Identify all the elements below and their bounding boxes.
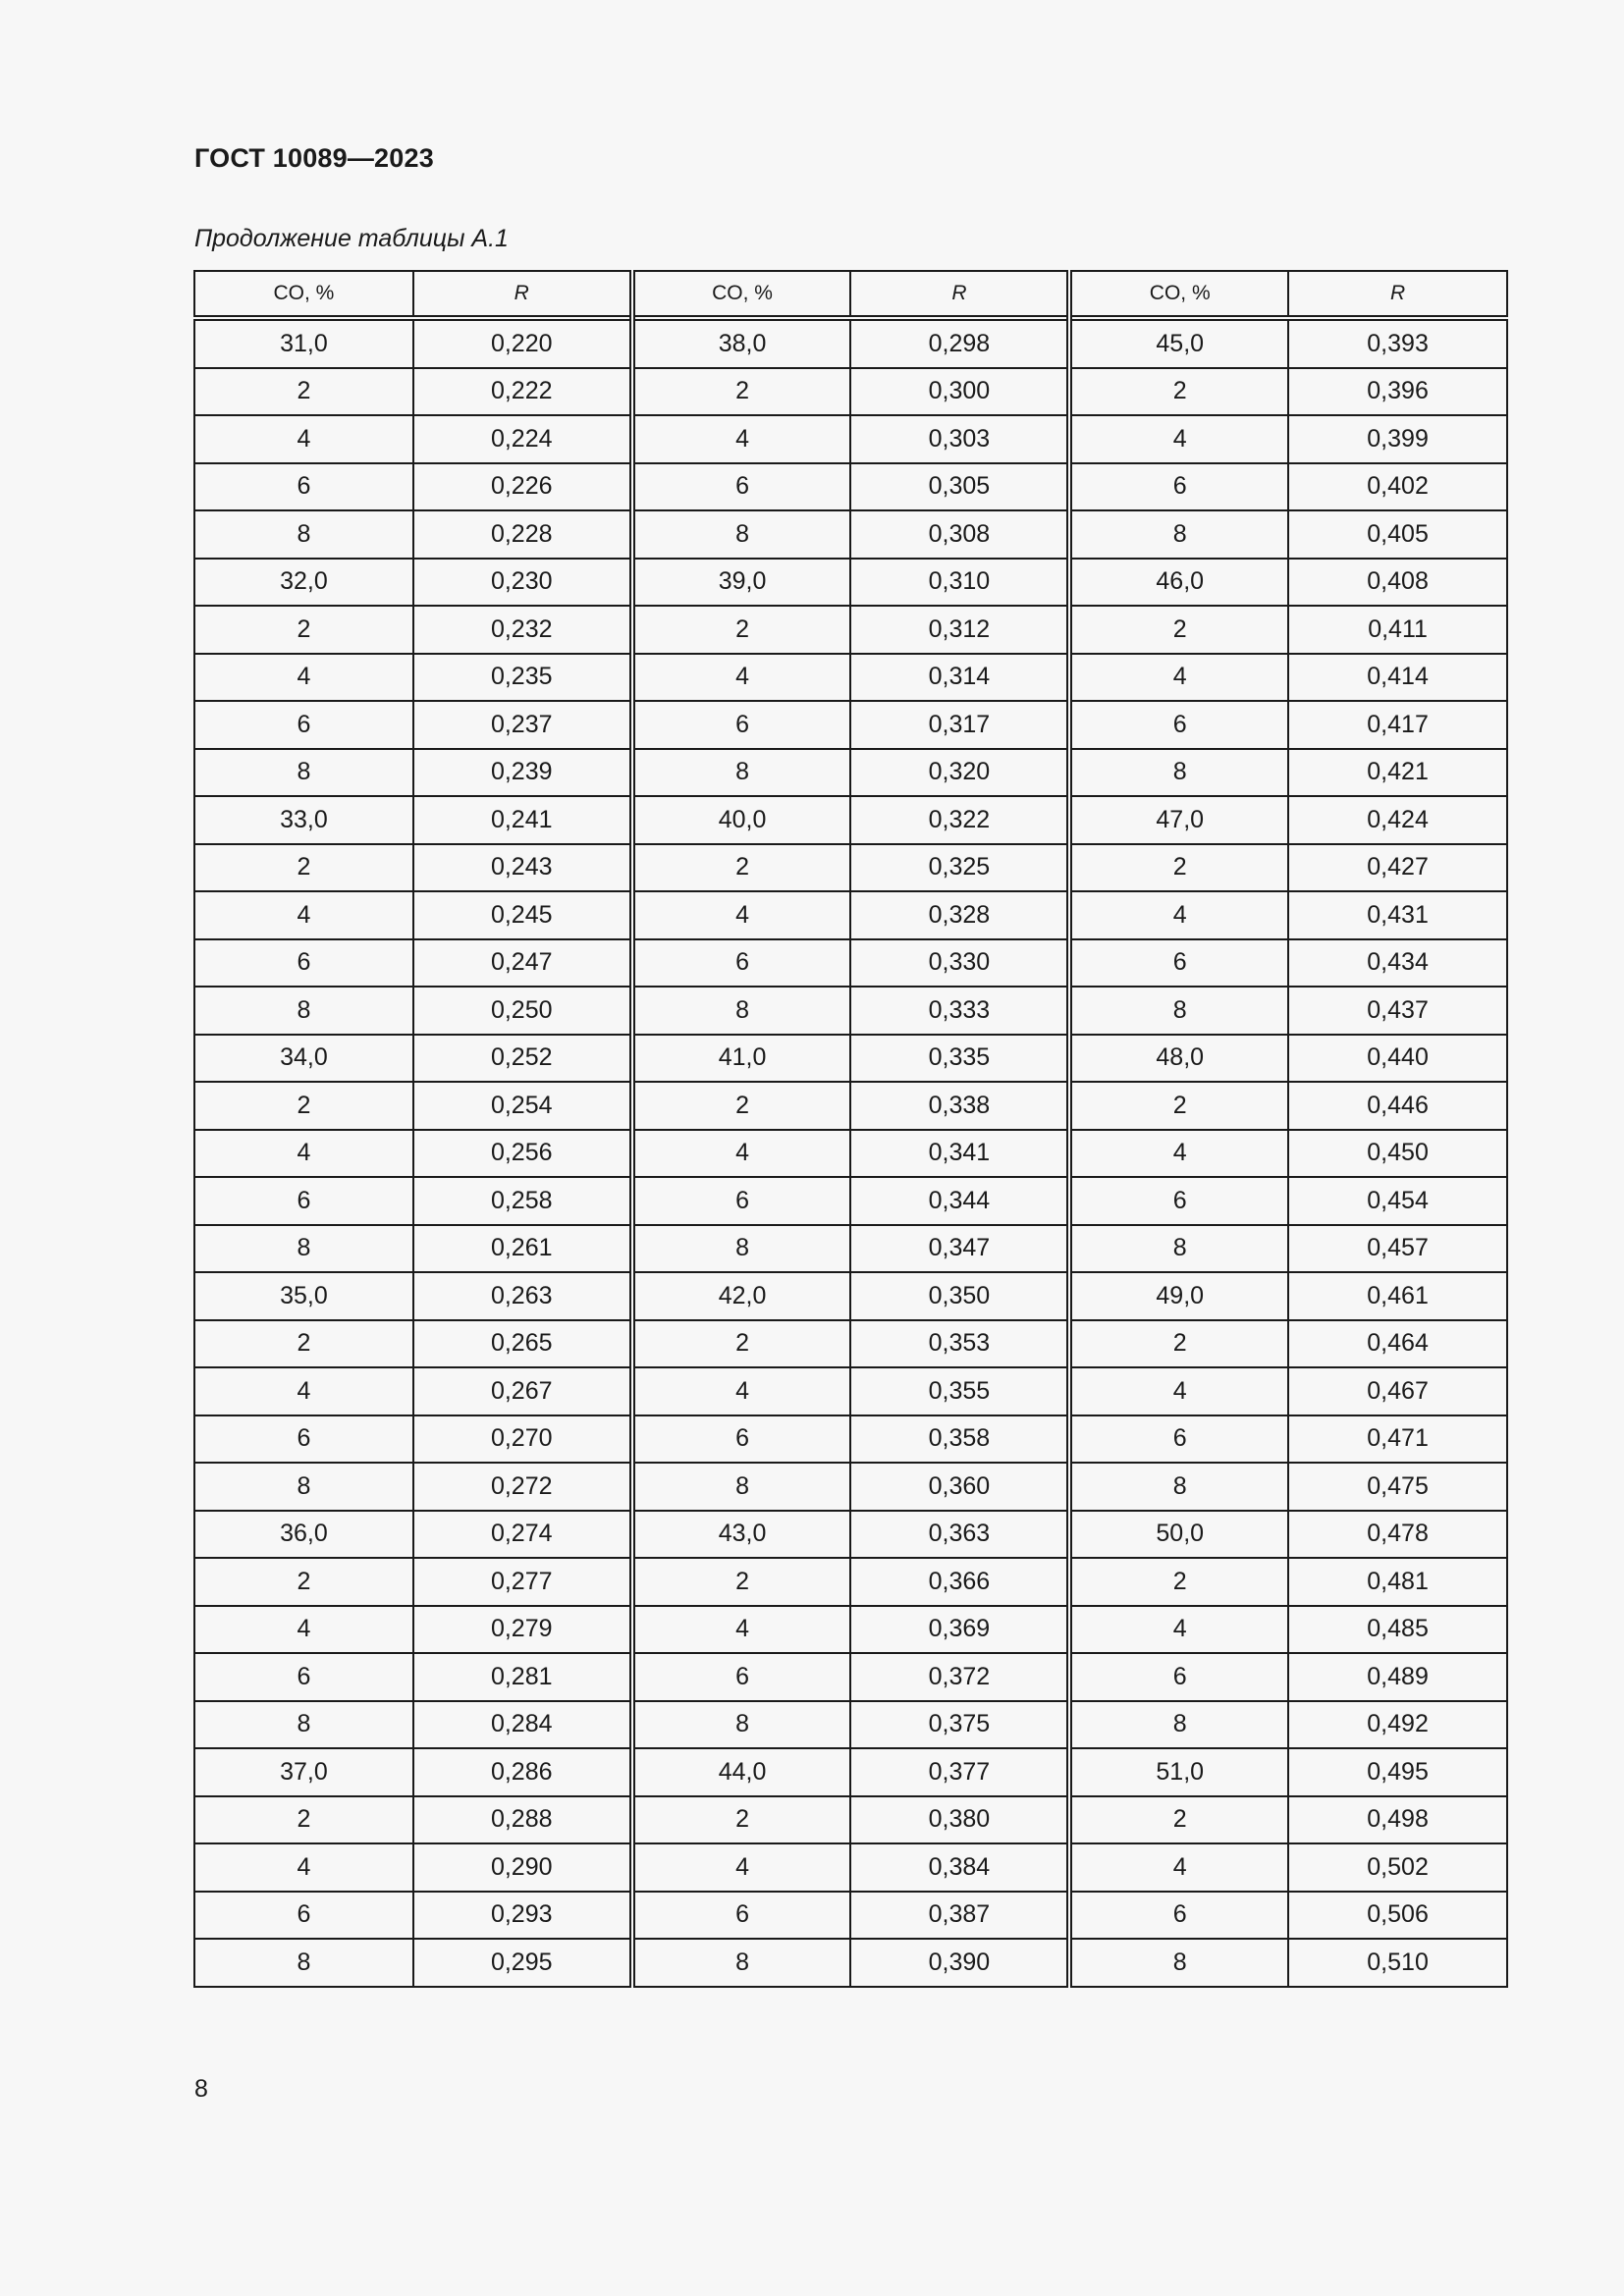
cell-co: 8 [1069,987,1288,1035]
table-header [194,271,1507,318]
cell-co: 6 [194,939,413,988]
cell-co: 6 [194,1892,413,1940]
cell-co: 8 [632,1463,851,1511]
cell-r: 0,235 [413,654,632,702]
cell-r: 0,250 [413,987,632,1035]
cell-co: 2 [1069,1796,1288,1844]
cell-co: 2 [1069,606,1288,654]
cell-r: 0,372 [850,1653,1069,1701]
cell-co: 8 [194,749,413,797]
cell-r: 0,303 [850,415,1069,463]
cell-r: 0,263 [413,1272,632,1320]
table-row [194,796,1507,844]
table-row [194,1463,1507,1511]
cell-r: 0,320 [850,749,1069,797]
table-row [194,606,1507,654]
cell-co: 2 [194,1320,413,1368]
cell-r: 0,369 [850,1606,1069,1654]
cell-r: 0,431 [1288,891,1507,939]
cell-co: 4 [632,1367,851,1415]
cell-co: 39,0 [632,559,851,607]
cell-co: 8 [194,1463,413,1511]
cell-r: 0,380 [850,1796,1069,1844]
cell-co: 8 [632,1225,851,1273]
header-co-1: CO, % [194,271,413,318]
cell-r: 0,405 [1288,510,1507,559]
cell-r: 0,390 [850,1939,1069,1987]
document-header: ГОСТ 10089—2023 [194,143,434,173]
cell-co: 4 [632,891,851,939]
table-row [194,510,1507,559]
cell-r: 0,495 [1288,1748,1507,1796]
cell-r: 0,270 [413,1415,632,1464]
table-row [194,1225,1507,1273]
cell-co: 2 [194,606,413,654]
cell-co: 4 [1069,1843,1288,1892]
cell-co: 33,0 [194,796,413,844]
cell-co: 8 [194,510,413,559]
table-row [194,987,1507,1035]
cell-r: 0,254 [413,1082,632,1130]
cell-co: 2 [632,606,851,654]
cell-r: 0,330 [850,939,1069,988]
table-body [194,318,1507,1987]
cell-r: 0,492 [1288,1701,1507,1749]
cell-r: 0,358 [850,1415,1069,1464]
cell-r: 0,446 [1288,1082,1507,1130]
table-row [194,1558,1507,1606]
cell-r: 0,232 [413,606,632,654]
table-row [194,1177,1507,1225]
cell-r: 0,344 [850,1177,1069,1225]
cell-co: 8 [632,1939,851,1987]
cell-co: 4 [632,415,851,463]
cell-co: 8 [194,987,413,1035]
cell-co: 43,0 [632,1511,851,1559]
cell-co: 44,0 [632,1748,851,1796]
cell-co: 6 [1069,463,1288,511]
cell-r: 0,399 [1288,415,1507,463]
header-co-3: CO, % [1069,271,1288,318]
cell-r: 0,286 [413,1748,632,1796]
cell-co: 2 [632,368,851,416]
table-row [194,939,1507,988]
cell-co: 35,0 [194,1272,413,1320]
cell-r: 0,243 [413,844,632,892]
cell-r: 0,481 [1288,1558,1507,1606]
cell-r: 0,277 [413,1558,632,1606]
table-row [194,1843,1507,1892]
cell-co: 2 [632,1082,851,1130]
table-row [194,844,1507,892]
cell-co: 41,0 [632,1035,851,1083]
cell-co: 2 [632,844,851,892]
cell-co: 6 [194,1415,413,1464]
cell-r: 0,284 [413,1701,632,1749]
cell-r: 0,220 [413,318,632,368]
cell-r: 0,402 [1288,463,1507,511]
cell-co: 6 [1069,1653,1288,1701]
cell-r: 0,510 [1288,1939,1507,1987]
cell-co: 4 [632,1130,851,1178]
cell-co: 4 [194,891,413,939]
cell-co: 2 [194,1558,413,1606]
cell-co: 4 [1069,415,1288,463]
cell-r: 0,239 [413,749,632,797]
cell-r: 0,325 [850,844,1069,892]
cell-r: 0,467 [1288,1367,1507,1415]
cell-r: 0,314 [850,654,1069,702]
cell-co: 8 [194,1701,413,1749]
cell-co: 8 [1069,1939,1288,1987]
table-row [194,1939,1507,1987]
cell-co: 48,0 [1069,1035,1288,1083]
cell-co: 6 [1069,939,1288,988]
cell-r: 0,335 [850,1035,1069,1083]
cell-r: 0,237 [413,701,632,749]
table-row [194,701,1507,749]
cell-r: 0,347 [850,1225,1069,1273]
cell-r: 0,252 [413,1035,632,1083]
cell-r: 0,506 [1288,1892,1507,1940]
table-row [194,1701,1507,1749]
cell-r: 0,421 [1288,749,1507,797]
cell-co: 2 [194,1796,413,1844]
cell-r: 0,258 [413,1177,632,1225]
table-row [194,1130,1507,1178]
cell-co: 4 [1069,654,1288,702]
cell-r: 0,377 [850,1748,1069,1796]
cell-co: 4 [1069,1367,1288,1415]
cell-r: 0,322 [850,796,1069,844]
cell-r: 0,363 [850,1511,1069,1559]
cell-co: 42,0 [632,1272,851,1320]
cell-r: 0,434 [1288,939,1507,988]
cell-co: 31,0 [194,318,413,368]
cell-r: 0,464 [1288,1320,1507,1368]
cell-co: 6 [194,701,413,749]
cell-r: 0,408 [1288,559,1507,607]
cell-r: 0,265 [413,1320,632,1368]
cell-co: 6 [194,1177,413,1225]
cell-co: 32,0 [194,559,413,607]
cell-r: 0,396 [1288,368,1507,416]
cell-r: 0,241 [413,796,632,844]
cell-co: 4 [1069,1130,1288,1178]
cell-r: 0,393 [1288,318,1507,368]
cell-co: 6 [1069,1415,1288,1464]
table-row [194,1035,1507,1083]
cell-r: 0,485 [1288,1606,1507,1654]
cell-r: 0,293 [413,1892,632,1940]
cell-r: 0,272 [413,1463,632,1511]
cell-r: 0,228 [413,510,632,559]
table-row [194,1606,1507,1654]
table-row [194,318,1507,368]
cell-co: 40,0 [632,796,851,844]
cell-r: 0,350 [850,1272,1069,1320]
cell-r: 0,360 [850,1463,1069,1511]
cell-r: 0,230 [413,559,632,607]
cell-r: 0,457 [1288,1225,1507,1273]
cell-r: 0,300 [850,368,1069,416]
cell-co: 2 [1069,844,1288,892]
cell-co: 2 [1069,1320,1288,1368]
cell-co: 6 [632,463,851,511]
cell-co: 4 [194,1130,413,1178]
cell-co: 50,0 [1069,1511,1288,1559]
cell-co: 47,0 [1069,796,1288,844]
cell-co: 6 [632,1892,851,1940]
cell-co: 2 [194,844,413,892]
cell-r: 0,245 [413,891,632,939]
cell-r: 0,440 [1288,1035,1507,1083]
cell-co: 49,0 [1069,1272,1288,1320]
table-row [194,463,1507,511]
cell-co: 4 [194,654,413,702]
cell-co: 8 [194,1939,413,1987]
cell-co: 4 [632,654,851,702]
cell-co: 2 [632,1796,851,1844]
cell-co: 8 [632,1701,851,1749]
cell-r: 0,333 [850,987,1069,1035]
cell-r: 0,256 [413,1130,632,1178]
cell-r: 0,288 [413,1796,632,1844]
table-caption: Продолжение таблицы А.1 [194,225,509,252]
cell-r: 0,247 [413,939,632,988]
cell-co: 6 [1069,701,1288,749]
cell-co: 4 [1069,891,1288,939]
cell-r: 0,261 [413,1225,632,1273]
cell-r: 0,461 [1288,1272,1507,1320]
cell-co: 6 [1069,1892,1288,1940]
table-row [194,1511,1507,1559]
cell-co: 8 [1069,1463,1288,1511]
cell-co: 2 [1069,1558,1288,1606]
cell-r: 0,411 [1288,606,1507,654]
cell-co: 2 [194,1082,413,1130]
cell-co: 2 [1069,1082,1288,1130]
cell-r: 0,366 [850,1558,1069,1606]
header-r-3: R [1288,271,1507,318]
cell-co: 4 [194,1843,413,1892]
table-row [194,415,1507,463]
cell-co: 6 [632,1177,851,1225]
table-row [194,368,1507,416]
cell-r: 0,489 [1288,1653,1507,1701]
cell-r: 0,478 [1288,1511,1507,1559]
cell-r: 0,424 [1288,796,1507,844]
cell-co: 34,0 [194,1035,413,1083]
cell-r: 0,384 [850,1843,1069,1892]
cell-co: 6 [632,1415,851,1464]
cell-co: 45,0 [1069,318,1288,368]
cell-r: 0,417 [1288,701,1507,749]
cell-r: 0,222 [413,368,632,416]
cell-r: 0,317 [850,701,1069,749]
cell-r: 0,328 [850,891,1069,939]
table-row [194,891,1507,939]
cell-co: 6 [1069,1177,1288,1225]
cell-r: 0,353 [850,1320,1069,1368]
cell-co: 37,0 [194,1748,413,1796]
cell-co: 8 [194,1225,413,1273]
cell-co: 4 [632,1606,851,1654]
cell-co: 2 [1069,368,1288,416]
cell-co: 2 [632,1320,851,1368]
cell-co: 51,0 [1069,1748,1288,1796]
table-row [194,1415,1507,1464]
cell-co: 4 [194,1367,413,1415]
header-row [194,271,1507,318]
cell-co: 4 [632,1843,851,1892]
cell-r: 0,437 [1288,987,1507,1035]
cell-co: 38,0 [632,318,851,368]
table-row [194,1320,1507,1368]
cell-co: 6 [194,1653,413,1701]
cell-r: 0,450 [1288,1130,1507,1178]
cell-co: 2 [632,1558,851,1606]
cell-co: 8 [1069,1701,1288,1749]
header-r-2: R [850,271,1069,318]
cell-r: 0,312 [850,606,1069,654]
cell-r: 0,274 [413,1511,632,1559]
cell-r: 0,226 [413,463,632,511]
cell-r: 0,224 [413,415,632,463]
table-row [194,1653,1507,1701]
data-table [193,270,1508,1988]
cell-r: 0,454 [1288,1177,1507,1225]
cell-r: 0,308 [850,510,1069,559]
cell-co: 46,0 [1069,559,1288,607]
cell-co: 8 [632,749,851,797]
cell-co: 2 [194,368,413,416]
cell-co: 6 [632,1653,851,1701]
table-row [194,559,1507,607]
cell-r: 0,375 [850,1701,1069,1749]
cell-r: 0,305 [850,463,1069,511]
cell-r: 0,427 [1288,844,1507,892]
cell-co: 4 [194,415,413,463]
table-row [194,1796,1507,1844]
header-co-2: CO, % [632,271,851,318]
cell-r: 0,267 [413,1367,632,1415]
header-r-1: R [413,271,632,318]
table-row [194,1272,1507,1320]
cell-r: 0,295 [413,1939,632,1987]
page-number: 8 [194,2075,208,2103]
table-row [194,1367,1507,1415]
cell-co: 8 [1069,510,1288,559]
cell-r: 0,341 [850,1130,1069,1178]
cell-co: 6 [194,463,413,511]
table-row [194,1748,1507,1796]
table-row [194,1082,1507,1130]
cell-co: 8 [1069,749,1288,797]
cell-co: 8 [1069,1225,1288,1273]
cell-co: 36,0 [194,1511,413,1559]
cell-r: 0,414 [1288,654,1507,702]
cell-co: 6 [632,939,851,988]
cell-r: 0,355 [850,1367,1069,1415]
cell-r: 0,498 [1288,1796,1507,1844]
table-row [194,654,1507,702]
cell-co: 4 [1069,1606,1288,1654]
cell-co: 4 [194,1606,413,1654]
cell-co: 8 [632,510,851,559]
cell-r: 0,387 [850,1892,1069,1940]
cell-r: 0,290 [413,1843,632,1892]
cell-r: 0,502 [1288,1843,1507,1892]
table-row [194,1892,1507,1940]
cell-r: 0,310 [850,559,1069,607]
cell-r: 0,281 [413,1653,632,1701]
cell-r: 0,475 [1288,1463,1507,1511]
cell-r: 0,279 [413,1606,632,1654]
cell-co: 8 [632,987,851,1035]
cell-r: 0,298 [850,318,1069,368]
table-row [194,749,1507,797]
cell-r: 0,471 [1288,1415,1507,1464]
cell-co: 6 [632,701,851,749]
cell-r: 0,338 [850,1082,1069,1130]
